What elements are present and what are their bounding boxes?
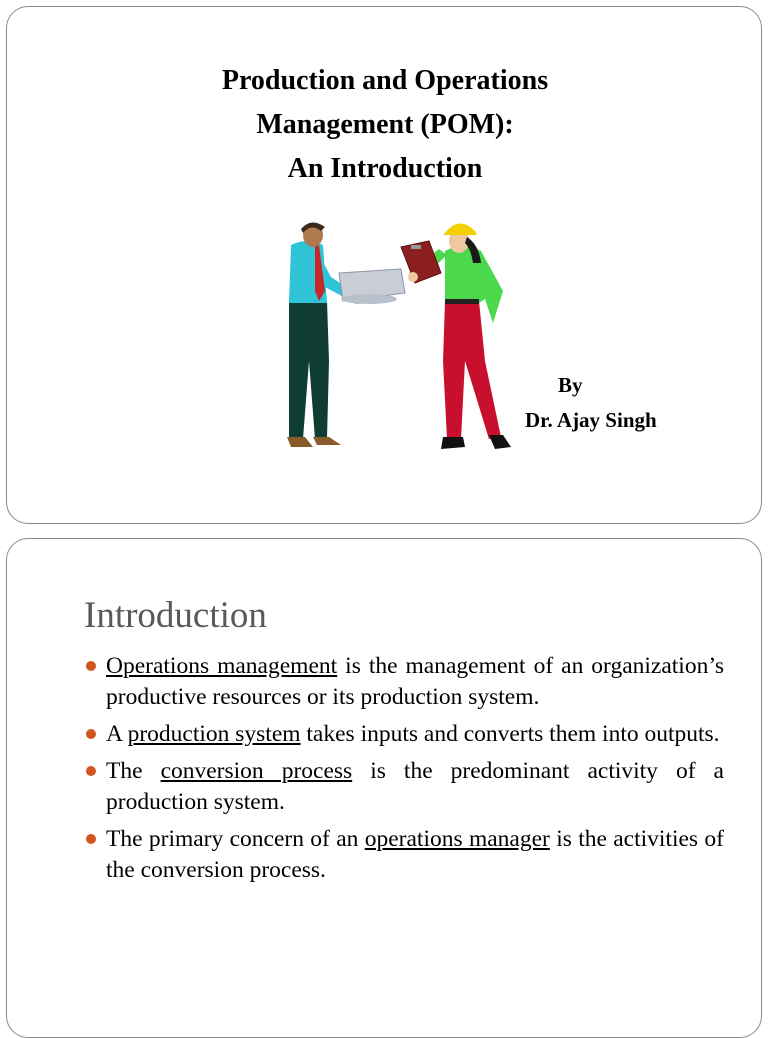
list-item [86, 756, 724, 818]
title-line-3: An Introduction [287, 153, 483, 184]
title-line-2: Management (POM): [256, 109, 514, 140]
workers-clipart-icon [269, 211, 519, 457]
bullet-text-after: is the predominant activity of a production system. [106, 758, 724, 815]
bullet-icon [86, 661, 96, 671]
bullet-text-after: is the management of an organization’s productive resources or its production system. [106, 653, 725, 710]
bullet-term: operations manager [364, 826, 550, 852]
bullet-term: production system [127, 721, 301, 747]
bullet-list [86, 651, 724, 892]
bullet-icon [86, 766, 96, 776]
bullet-icon [86, 834, 96, 844]
by-label: By [558, 373, 583, 397]
list-item [86, 651, 724, 713]
introduction-slide [6, 538, 762, 1038]
title-slide [6, 6, 762, 524]
author-name: Dr. Ajay Singh [525, 408, 657, 432]
bullet-term: Operations management [106, 653, 338, 679]
man-figure [287, 222, 362, 447]
bullet-term: conversion process [160, 758, 353, 784]
woman-figure [401, 223, 511, 449]
bullet-icon [86, 729, 96, 739]
bullet-text-before: The [106, 758, 161, 784]
section-heading: Introduction [84, 595, 267, 636]
bullet-text-after: is the activities of the conversion process. [106, 826, 724, 883]
title-line-1: Production and Operations [221, 65, 549, 96]
bullet-text-after: takes inputs and converts them into outputs. [300, 721, 720, 747]
bullet-text-before: The primary concern of an [106, 826, 365, 852]
list-item [86, 824, 724, 886]
list-item [86, 719, 724, 750]
bullet-text-before: A [106, 721, 128, 747]
slide-title [7, 59, 763, 191]
